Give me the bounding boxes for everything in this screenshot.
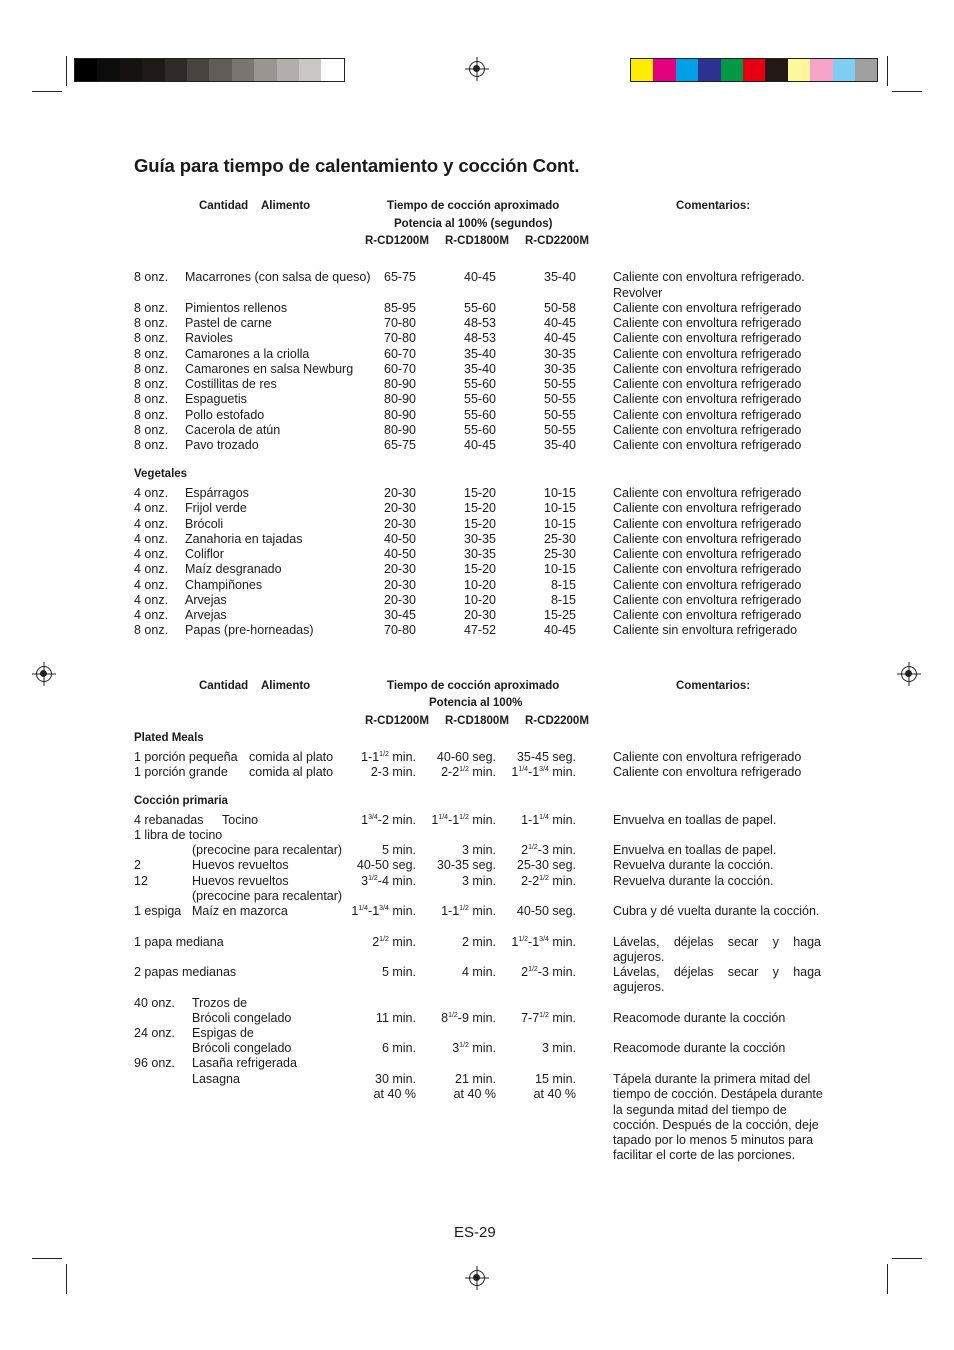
header-potencia: Potencia al 100% (segundos)	[394, 218, 553, 230]
row-food: Pimientos rellenos	[185, 300, 288, 315]
row-time-2200: 40-45	[544, 623, 576, 638]
primary-time-2200: 3 min.	[541, 1041, 576, 1055]
row-food: Arvejas	[185, 592, 227, 607]
primary-food: (precocine para recalentar)	[192, 843, 343, 857]
row-time-1200: 80-90	[384, 422, 416, 437]
primary-time-1200: $3^{1/2}-4$ min.	[361, 874, 416, 888]
primary-time-1200: $1^{1/4}-1^{3/4}$ min.	[351, 904, 416, 918]
row-time-1800: 10-20	[464, 592, 496, 607]
row-food: Camarones en salsa Newburg	[185, 361, 354, 376]
primary-qty: 1 papa mediana	[134, 935, 224, 949]
primary-power-1200: at 40 %	[373, 1087, 416, 1101]
primary-comment: Lávelas, déjelas secar y haga agujeros.	[613, 935, 821, 965]
primary-food-note: Brócoli congelado	[192, 1041, 292, 1055]
row-qty: 8 onz.	[134, 392, 169, 407]
primary-qty: 24 onz.	[134, 1026, 176, 1040]
row-comment: Caliente con envoltura refrigerado	[613, 516, 802, 531]
row-time-1200: 20-30	[384, 592, 416, 607]
row-time-1200: 65-75	[384, 438, 416, 452]
crop-mark	[892, 1258, 922, 1259]
row-comment: Caliente con envoltura refrigerado	[613, 407, 802, 422]
primary-time-2200: $2-2^{1/2}$ min.	[521, 874, 576, 888]
registration-mark-left-icon	[36, 666, 52, 682]
row-time-1800: 30-35	[464, 547, 496, 561]
row-qty: 8 onz.	[134, 300, 169, 315]
row-qty: 8 onz.	[134, 377, 169, 391]
plated-comment: Caliente con envoltura refrigerado	[613, 765, 802, 779]
row-time-1200: 20-30	[384, 501, 416, 516]
primary-time-1800: 30-35 seg.	[436, 858, 496, 872]
row-qty: 8 onz.	[134, 438, 169, 452]
section-plated-meals: Plated Meals	[134, 732, 204, 744]
row-time-1800: 55-60	[464, 422, 496, 437]
color-swatch	[855, 59, 877, 81]
primary-time-2200: 15 min.	[535, 1072, 576, 1086]
row-qty: 8 onz.	[134, 331, 169, 346]
primary-time-1200: 11 min.	[375, 1011, 416, 1025]
plated-food: comida al plato	[249, 765, 334, 779]
primary-time-1800: $8^{1/2}-9$ min.	[441, 1011, 496, 1025]
color-swatch	[277, 59, 299, 81]
row-comment: Caliente con envoltura refrigerado	[613, 422, 802, 437]
row-qty: 4 onz.	[134, 577, 169, 592]
row-food: Pollo estofado	[185, 407, 265, 422]
header-model-1200: R-CD1200M	[365, 235, 429, 247]
primary-time-1200: 6 min.	[381, 1041, 416, 1055]
plated-time-2200: 35-45 seg.	[516, 750, 576, 764]
row-comment: Caliente con envoltura refrigerado.	[613, 270, 805, 284]
row-time-1800: 55-60	[464, 392, 496, 407]
primary-time-2200: $2^{1/2}-3$ min.	[521, 843, 576, 857]
row-time-1800: 48-53	[464, 316, 496, 330]
page-title: Guía para tiempo de calentamiento y cocción Cont.	[134, 155, 580, 176]
primary-time-2200: $1-1^{1/4}$ min.	[521, 813, 576, 827]
primary-food: Lasaña refrigerada	[192, 1056, 297, 1070]
primary-food-note: Brócoli congelado	[192, 1011, 292, 1025]
crop-mark	[887, 56, 888, 86]
primary-time-1800: $1^{1/4}-1^{1/2}$ min.	[431, 813, 496, 827]
row-qty: 8 onz.	[134, 422, 169, 437]
primary-time-1200: 5 min.	[381, 965, 416, 979]
row-time-2200: 50-55	[544, 407, 576, 422]
primary-time-2200: $1^{1/2}-1^{3/4}$ min.	[511, 935, 576, 949]
plated-time-1800: $2-2^{1/2}$ min.	[441, 765, 496, 779]
row-time-1800: 15-20	[464, 562, 496, 577]
row-time-1800: 10-20	[464, 577, 496, 592]
row-food: Maíz desgranado	[185, 562, 282, 577]
crop-mark	[32, 1258, 62, 1259]
row-qty: 4 onz.	[134, 547, 169, 561]
header-potencia-2: Potencia al 100%	[429, 697, 523, 709]
row-time-1200: 20-30	[384, 486, 416, 500]
row-comment-cont: Revolver	[613, 285, 663, 300]
crop-mark	[892, 91, 922, 92]
color-swatch	[120, 59, 142, 81]
row-comment: Caliente con envoltura refrigerado	[613, 486, 802, 500]
row-qty: 4 onz.	[134, 592, 169, 607]
header-model-2200: R-CD2200M	[525, 235, 589, 247]
row-qty: 8 onz.	[134, 346, 169, 361]
primary-comment: Reacomode durante la cocción	[613, 1011, 786, 1025]
header-model-1800: R-CD1800M	[445, 235, 509, 247]
section-coccion-primaria: Cocción primaria	[134, 795, 228, 807]
crop-mark	[66, 1264, 67, 1294]
header-tiempo: Tiempo de cocción aproximado	[387, 200, 560, 212]
row-comment: Caliente con envoltura refrigerado	[613, 577, 802, 592]
header-cantidad-2: Cantidad	[199, 680, 249, 692]
row-comment: Caliente con envoltura refrigerado	[613, 592, 802, 607]
color-swatch	[254, 59, 276, 81]
row-time-1800: 40-45	[464, 438, 496, 452]
primary-time-2200: 40-50 seg.	[516, 904, 576, 918]
primary-comment: Reacomode durante la cocción	[613, 1041, 786, 1055]
row-time-2200: 50-55	[544, 422, 576, 437]
color-swatch	[321, 59, 343, 81]
page-number: ES-29	[454, 1224, 496, 1241]
row-food: Cacerola de atún	[185, 422, 281, 437]
primary-time-2200: 25-30 seg.	[516, 858, 576, 872]
row-time-1200: 20-30	[384, 577, 416, 592]
header-comentarios-2: Comentarios:	[676, 680, 751, 692]
row-time-1800: 20-30	[464, 608, 496, 622]
primary-time-2200: $2^{1/2}-3$ min.	[521, 965, 576, 979]
color-swatch	[698, 59, 720, 81]
row-time-2200: 30-35	[544, 346, 576, 361]
primary-food: Maíz en mazorca	[192, 904, 288, 918]
row-time-1200: 70-80	[384, 331, 416, 346]
primary-comment: Tápela durante la primera mitad del tiempo de cocción. Destápela durante la segunda mitad del tiempo de cocción. Después de la cocción, deje tapado por lo menos 5 minutos para facilitar el corte de las porciones.	[613, 1072, 823, 1163]
color-swatch	[743, 59, 765, 81]
primary-comment: Lávelas, déjelas secar y haga agujeros.	[613, 965, 821, 995]
row-food: Pastel de carne	[185, 316, 272, 330]
row-time-2200: 8-15	[550, 592, 576, 607]
row-food: Zanahoria en tajadas	[185, 531, 303, 546]
plated-time-1200: $1-1^{1/2}$ min.	[361, 750, 416, 764]
row-food: Champiñones	[185, 577, 263, 592]
row-time-2200: 10-15	[544, 562, 576, 577]
primary-comment: Revuelva durante la cocción.	[613, 874, 774, 888]
grayscale-color-bar	[74, 58, 345, 82]
row-time-2200: 10-15	[544, 501, 576, 516]
primary-time-1200: 40-50 seg.	[356, 858, 416, 872]
row-food: Arvejas	[185, 608, 227, 622]
row-time-2200: 8-15	[550, 577, 576, 592]
row-time-1800: 55-60	[464, 300, 496, 315]
header-alimento: Alimento	[261, 200, 311, 212]
color-swatch	[788, 59, 810, 81]
row-time-1800: 48-53	[464, 331, 496, 346]
row-time-2200: 35-40	[544, 438, 576, 452]
row-comment: Caliente con envoltura refrigerado	[613, 346, 802, 361]
primary-qty: 40 onz.	[134, 996, 176, 1010]
row-time-2200: 15-25	[544, 608, 576, 622]
primary-time-1800: $1-1^{1/2}$ min.	[441, 904, 496, 918]
row-time-1200: 70-80	[384, 623, 416, 638]
row-time-2200: 35-40	[544, 270, 576, 284]
color-swatch	[187, 59, 209, 81]
registration-mark-top-icon	[469, 61, 485, 77]
row-qty: 8 onz.	[134, 361, 169, 376]
row-food: Brócoli	[185, 516, 224, 531]
row-time-1200: 20-30	[384, 562, 416, 577]
row-food: Costillitas de res	[185, 377, 277, 391]
row-time-1800: 15-20	[464, 516, 496, 531]
primary-food: Trozos de	[192, 996, 248, 1010]
color-swatch	[165, 59, 187, 81]
row-food: Espárragos	[185, 486, 249, 500]
row-comment: Caliente con envoltura refrigerado	[613, 316, 802, 330]
primary-qty: 1 libra de tocino	[134, 828, 223, 842]
primary-qty: 12	[134, 874, 148, 888]
row-time-1200: 65-75	[384, 270, 416, 284]
primary-time-1800: 4 min.	[461, 965, 496, 979]
row-comment: Caliente con envoltura refrigerado	[613, 438, 802, 452]
primary-comment: Envuelva en toallas de papel.	[613, 813, 777, 827]
row-time-1200: 85-95	[384, 300, 416, 315]
primary-power-1800: at 40 %	[453, 1087, 496, 1101]
row-comment: Caliente con envoltura refrigerado	[613, 531, 802, 546]
color-swatch	[97, 59, 119, 81]
primary-qty: 2	[134, 858, 141, 872]
row-time-1200: 80-90	[384, 392, 416, 407]
color-swatch	[232, 59, 254, 81]
row-comment: Caliente con envoltura refrigerado	[613, 300, 802, 315]
row-food: Ravioles	[185, 331, 233, 346]
row-qty: 4 onz.	[134, 516, 169, 531]
color-swatch	[653, 59, 675, 81]
row-time-2200: 50-55	[544, 377, 576, 391]
row-qty: 4 onz.	[134, 531, 169, 546]
row-comment: Caliente con envoltura refrigerado	[613, 547, 802, 561]
primary-power-2200: at 40 %	[533, 1087, 576, 1101]
primary-time-2200: $7-7^{1/2}$ min.	[521, 1011, 576, 1025]
row-food: Espaguetis	[185, 392, 247, 407]
row-time-1800: 47-52	[464, 623, 496, 638]
primary-comment: Revuelva durante la cocción.	[613, 858, 774, 872]
header-model-1800-2: R-CD1800M	[445, 715, 509, 727]
row-comment: Caliente con envoltura refrigerado	[613, 392, 802, 407]
row-food: Pavo trozado	[185, 438, 259, 452]
crop-mark	[66, 56, 67, 86]
primary-time-1200: 5 min.	[381, 843, 416, 857]
plated-time-1800: 40-60 seg.	[436, 750, 496, 764]
section-vegetales: Vegetales	[134, 468, 188, 480]
color-swatch	[810, 59, 832, 81]
crop-mark	[887, 1264, 888, 1294]
plated-time-1200: 2-3 min.	[370, 765, 416, 779]
row-time-1200: 40-50	[384, 547, 416, 561]
header-cantidad: Cantidad	[199, 200, 249, 212]
row-food: Frijol verde	[185, 501, 247, 516]
primary-qty: 1 espiga	[134, 904, 182, 918]
row-time-2200: 30-35	[544, 361, 576, 376]
row-time-2200: 50-55	[544, 392, 576, 407]
row-comment: Caliente con envoltura refrigerado	[613, 608, 802, 622]
header-alimento-2: Alimento	[261, 680, 311, 692]
plated-food: comida al plato	[249, 750, 334, 764]
primary-food-note: Lasagna	[192, 1072, 240, 1086]
color-swatch	[209, 59, 231, 81]
row-time-2200: 50-58	[544, 300, 576, 315]
row-time-1800: 35-40	[464, 346, 496, 361]
primary-qty: 2 papas medianas	[134, 965, 237, 979]
primary-time-1200: $2^{1/2}$ min.	[372, 935, 416, 949]
primary-time-1800: 2 min.	[461, 935, 496, 949]
row-food: Papas (pre-horneadas)	[185, 623, 314, 638]
row-time-1800: 15-20	[464, 486, 496, 500]
crop-mark	[32, 91, 62, 92]
process-color-bar	[630, 58, 878, 82]
row-qty: 8 onz.	[134, 270, 169, 284]
row-time-2200: 40-45	[544, 316, 576, 330]
row-time-1200: 80-90	[384, 377, 416, 391]
row-qty: 4 onz.	[134, 562, 169, 577]
row-time-2200: 10-15	[544, 516, 576, 531]
row-time-1200: 20-30	[384, 516, 416, 531]
row-time-1200: 60-70	[384, 361, 416, 376]
color-swatch	[721, 59, 743, 81]
row-qty: 4 onz.	[134, 608, 169, 622]
row-time-1200: 70-80	[384, 316, 416, 330]
registration-mark-right-icon	[901, 666, 917, 682]
row-time-1800: 55-60	[464, 407, 496, 422]
primary-food-note: (precocine para recalentar)	[192, 889, 343, 903]
row-comment: Caliente con envoltura refrigerado	[613, 501, 802, 516]
primary-time-1800: 3 min.	[461, 874, 496, 888]
row-qty: 8 onz.	[134, 623, 169, 638]
row-time-1800: 30-35	[464, 531, 496, 546]
row-food: Macarrones (con salsa de queso)	[185, 270, 371, 284]
primary-food: Huevos revueltos	[192, 874, 289, 888]
primary-time-1200: 30 min.	[375, 1072, 416, 1086]
color-swatch	[142, 59, 164, 81]
row-time-1200: 80-90	[384, 407, 416, 422]
color-swatch	[631, 59, 653, 81]
plated-comment: Caliente con envoltura refrigerado	[613, 750, 802, 764]
registration-mark-bottom-icon	[469, 1270, 485, 1286]
primary-time-1800: 21 min.	[455, 1072, 496, 1086]
primary-comment: Cubra y dé vuelta durante la cocción.	[613, 904, 820, 918]
row-comment: Caliente con envoltura refrigerado	[613, 377, 802, 391]
row-time-1800: 40-45	[464, 270, 496, 284]
header-model-1200-2: R-CD1200M	[365, 715, 429, 727]
primary-food: Espigas de	[192, 1026, 254, 1040]
primary-comment: Envuelva en toallas de papel.	[613, 843, 777, 857]
row-time-2200: 10-15	[544, 486, 576, 500]
primary-time-1800: 3 min.	[461, 843, 496, 857]
color-swatch	[765, 59, 787, 81]
plated-time-2200: $1^{1/4}-1^{3/4}$ min.	[511, 765, 576, 779]
row-qty: 8 onz.	[134, 316, 169, 330]
color-swatch	[676, 59, 698, 81]
row-qty: 4 onz.	[134, 486, 169, 500]
primary-time-1200: $1^{3/4}-2$ min.	[361, 813, 416, 827]
color-swatch	[833, 59, 855, 81]
color-swatch	[299, 59, 321, 81]
row-time-1800: 35-40	[464, 361, 496, 376]
primary-food: Huevos revueltos	[192, 858, 289, 872]
row-qty: 8 onz.	[134, 407, 169, 422]
primary-time-1800: $3^{1/2}$ min.	[452, 1041, 496, 1055]
row-qty: 4 onz.	[134, 501, 169, 516]
row-time-1200: 30-45	[384, 608, 416, 622]
row-food: Coliflor	[185, 547, 224, 561]
color-swatch	[75, 59, 97, 81]
row-time-1800: 15-20	[464, 501, 496, 516]
primary-qty: 4 rebanadas	[134, 813, 204, 827]
row-food: Camarones a la criolla	[185, 346, 310, 361]
row-comment: Caliente con envoltura refrigerado	[613, 331, 802, 346]
row-time-1200: 60-70	[384, 346, 416, 361]
row-comment: Caliente con envoltura refrigerado	[613, 361, 802, 376]
row-time-2200: 40-45	[544, 331, 576, 346]
header-model-2200-2: R-CD2200M	[525, 715, 589, 727]
row-time-1800: 55-60	[464, 377, 496, 391]
primary-food: Tocino	[222, 813, 259, 827]
plated-qty: 1 porción pequeña	[134, 750, 238, 764]
header-tiempo-2: Tiempo de cocción aproximado	[387, 680, 560, 692]
plated-qty: 1 porción grande	[134, 765, 228, 779]
row-comment: Caliente sin envoltura refrigerado	[613, 623, 798, 638]
row-comment: Caliente con envoltura refrigerado	[613, 562, 802, 577]
row-time-1200: 40-50	[384, 531, 416, 546]
row-time-2200: 25-30	[544, 547, 576, 561]
primary-qty: 96 onz.	[134, 1056, 176, 1070]
header-comentarios: Comentarios:	[676, 200, 751, 212]
row-time-2200: 25-30	[544, 531, 576, 546]
